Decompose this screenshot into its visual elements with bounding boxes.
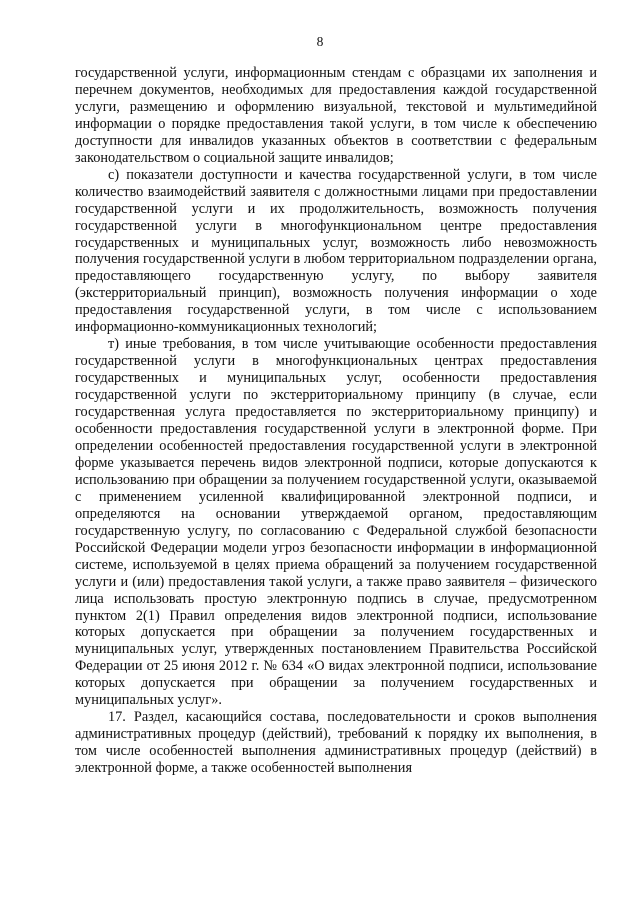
paragraph-section-17: 17. Раздел, касающийся состава, последовательности и сроков выполнения административных процедур (действий), требований к порядку их выполнения, в том числе особенностей выполнения административных процедур (действий) в электронной форме, а также особенностей выполнения (75, 709, 597, 777)
page-number: 8 (316, 34, 324, 49)
document-body (75, 65, 597, 777)
paragraph-item-t: т) иные требования, в том числе учитывающие особенности предоставления государственной услуги в многофункциональных центрах предоставления государственных и муниципальных услуг, особенности предоставления государственной услуги по экстерриториальному принципу (в случае, если государственная услуга предоставляется по экстерриториальному принципу) и особенности предоставления государственной услуги в электронной форме. При определении особенностей предоставления государственной услуги в электронной форме указывается перечень видов электронной подписи, которые допускаются к использованию при обращении за получением государственной услуги, оказываемой с применением усиленной квалифицированной электронной подписи, и определяются на основании утверждаемой органом, предоставляющим государственную услугу, по согласованию с Федеральной службой безопасности Российской Федерации модели угроз безопасности информации в информационной системе, используемой в целях приема обращений за получением государственной услуги и (или) предоставления такой услуги, а также право заявителя – физического лица использовать простую электронную подпись в случае, предусмотренном пунктом 2(1) Правил определения видов электронной подписи, использование которых допускается при обращении за получением государственных и муниципальных услуг, утвержденных постановлением Правительства Российской Федерации от 25 июня 2012 г. № 634 «О видах электронной подписи, использование которых допускается при обращении за получением государственных и муниципальных услуг». (75, 336, 597, 709)
paragraph-continuation: государственной услуги, информационным стендам с образцами их заполнения и перечнем документов, необходимых для предоставления каждой государственной услуги, размещению и оформлению визуальной, текстовой и мультимедийной информации о порядке предоставления такой услуги, в том числе к обеспечению доступности для инвалидов указанных объектов в соответствии с федеральным законодательством о социальной защите инвалидов; (75, 65, 597, 166)
paragraph-item-s: с) показатели доступности и качества государственной услуги, в том числе количество взаимодействий заявителя с должностными лицами при предоставлении государственной услуги и их продолжительность, возможность получения государственной услуги в многофункциональном центре предоставления государственных и муниципальных услуг, возможность либо невозможность получения государственной услуги в любом территориальном подразделении органа, предоставляющего государственную услугу, по выбору заявителя (экстерриториальный принцип), возможность получения информации о ходе предоставления государственной услуги, в том числе с использованием информационно-коммуникационных технологий; (75, 166, 597, 336)
